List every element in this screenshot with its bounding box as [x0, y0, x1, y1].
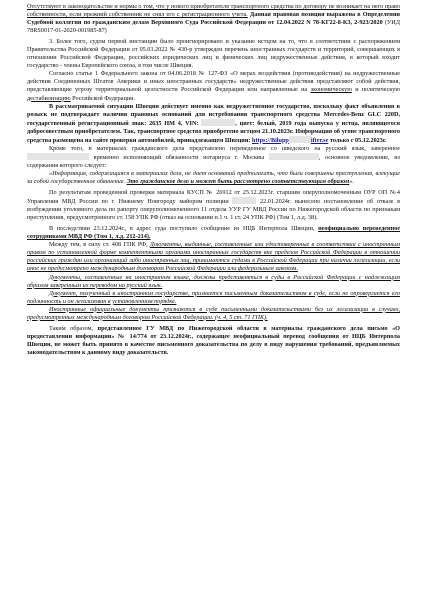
redacted-link-part [289, 136, 311, 143]
paragraph-unfriendly-state [27, 103, 400, 145]
paragraph-kusp [27, 189, 400, 222]
paragraph-art408 [27, 241, 400, 273]
text-foreign-language: Документы, составленные на иностранном языке, должны представляться в суды в Российской Федерации с надлежащим образом заверенным их переводом на русский язык. [27, 273, 400, 289]
text-date-posted: только с 05.12.2023г. [328, 136, 387, 144]
paragraph-foreign-document [27, 290, 400, 306]
text-quote-civil: Это гражданское дело и может быть рассмотрено соответствующим образом [126, 177, 350, 185]
text-art408-quote: Документы, выданные, составленные или удостоверенные в соответствии с иностранным правом по установленной форме компетентными органами иностранных государств вне пределов Российской Федерации в отношении российских граждан или организаций либо иностранных лиц, принимаются судами в Российской Федерации при наличии легализации, если иное не предусмотрено международным договором Российской Федерации или федеральным законом. [27, 241, 400, 273]
text-kusp: По результатам проведенной проверки материала КУСП № 26912 от 25.12.2023г. старшим оперуполномоченным ОУР ОП №4 Управления МВД России по г. Нижнему Новгороду майором полиции [27, 189, 400, 206]
text-translation: Кроме того, в материалах гражданского дела представлено переведенное со шведского на русский язык, заверенное [49, 144, 400, 152]
text-quote-end: ». [349, 177, 354, 185]
paragraph-conclusion [27, 325, 400, 357]
paragraph-official-documents [27, 306, 400, 322]
text-case-uid: (УИД 78RS0017-01-2020-001985-87) [27, 19, 400, 35]
redacted-officer [232, 197, 256, 204]
text-rf: Российской Федерации. [70, 94, 135, 102]
text-foreign-document: Документ, полученный в иностранном государстве, признается письменным доказательством в суде, если не опровергается его подлинность и он легализован в установленном порядке. [27, 289, 400, 305]
text-art408: Между тем, в силу ст. 408 ГПК РФ, [49, 241, 150, 249]
paragraph-government-order [27, 38, 400, 70]
link-biluppgifter[interactable]: https://Bilupp [252, 136, 289, 144]
text-official-documents: Иностранные официальные документы признаются в суде письменными доказательствами без их легализации в случаях, предусмотренных международным договором Российской Федерации. (ч. 4, 5 ст. 71 ГПК). [27, 305, 400, 321]
paragraph-translation [27, 145, 400, 170]
redacted-notary-name [269, 153, 319, 160]
paragraph-foreign-language [27, 274, 400, 290]
text-unfriendly-state: В рассматриваемой ситуации Швеция действует именно как недружественное государство, поскольку факт объявления в розыск не подтверждает наличия правовых оснований для истребования транспортного средства Mercedes-Benz GLC 220D, государственный регистрационный знак: 2635 HM 4, VIN: [27, 102, 400, 127]
redacted-notary [27, 153, 89, 160]
text-conclusion: представленное ГУ МВД по Нижегородской области в материалы гражданского дела письмо «О предоставлении информации» № 14/774 от 23.12.2024г., содержащее неофициальный перевод сообщения от НЦБ Интерпола Швеции, не может быть принято в качестве письменного доказательства по делу в виду нарушения требований, предъявляемых законодательством к данному виду доказательств. [27, 324, 400, 356]
text-government-order: 3. Более того, судом первой инстанции было проигнорировано и указание истцом на то, что в соответствии с распоряжением Правительства Российской Федерации от 05.03.2022 № 430-р утвержден перечень иностранных государств и территорий, совершающих в отношении Российской Федерации, российских юридических лиц и физических лиц недружественные действия, в который входит государство - члены Европейского союза, в том числе Швеция. [27, 38, 400, 70]
text-unofficial-translation: неофициально переведенное сотрудниками МВД РФ (Том 1, л.д. 212-214). [27, 225, 400, 241]
text-quote: «Информация, содержащаяся в материалах дела, не дает оснований предполагать, что были совершены преступления, влекущие за собой государственное обвинение. [27, 169, 400, 185]
text-federal-law: Согласно статье 1 Федерального закона от 04.06.2018 № 127-ФЗ «О мерах воздействия (противодействия) на недружественные действия Соединенных Штатов Америки и иных иностранных государств» недружественные действия представляют собой действия, представляющие угрозу территориальной целостности Российской Федерации или направленные на [27, 70, 400, 94]
text-political: и политическую [351, 86, 400, 94]
text-economic: экономическую [310, 86, 352, 94]
paragraph-ownership-norms [27, 3, 400, 35]
redacted-vin [201, 119, 235, 126]
link-biluppgifter-tail[interactable]: ifter.se [310, 136, 329, 144]
text-vehicle-details: , цвет: белый, 2019 года выпуска у истца, являющегося добросовестным приобретателем. Так, транспортное средство приобретено истцом 21.10.2023г. Информация об угоне транспортного средства размещена на сайте проверки автомобилей, принадлежащем Швеции: [27, 119, 400, 144]
text-conclusion-intro: Таким образом, [49, 324, 98, 332]
paragraph-federal-law [27, 70, 400, 102]
paragraph-interpol [27, 225, 400, 241]
text-notice: , основное уведомление, из содержания которого следует: [27, 153, 400, 169]
text-destabilization: дестабилизацию [27, 94, 71, 102]
text-notary-role: временно исполняющий обязанности нотариуса г. Москвы [89, 153, 269, 161]
text-ownership-norms: Отсутствуют в законодательстве и нормы о том, что у нового приобретателя транспортного средства по договору не возникает на него право собственности, если прежний собственник не снял его с регистрационного учета. [27, 3, 400, 19]
paragraph-quote [27, 170, 400, 186]
text-refusal: 22.01.2024г. вынесено постановление об отказе в возбуждении уголовного дела по рапорту оперуполномоченного 11 отдела УУР ГУ МВД России по Нижегородской области по признакам преступления, предусмотренного ст. 158 УПК РФ (отказ на основании п.1 ч. 1 ст. 24 УПК РФ) (Том 1, л.д. 38). [27, 198, 400, 222]
text-legal-position: Данная правовая позиция выражена в Определении Судебной коллегии по гражданским делам Верховного Суда Российской Федерации от 12.04.2022 N 78-КГ22-8-К3, 2-923/2020 [27, 11, 400, 27]
text-interpol: В последствии 23.12.2024г., в адрес суда поступило сообщение из НЦБ Интерпола Швеции, [49, 225, 319, 233]
